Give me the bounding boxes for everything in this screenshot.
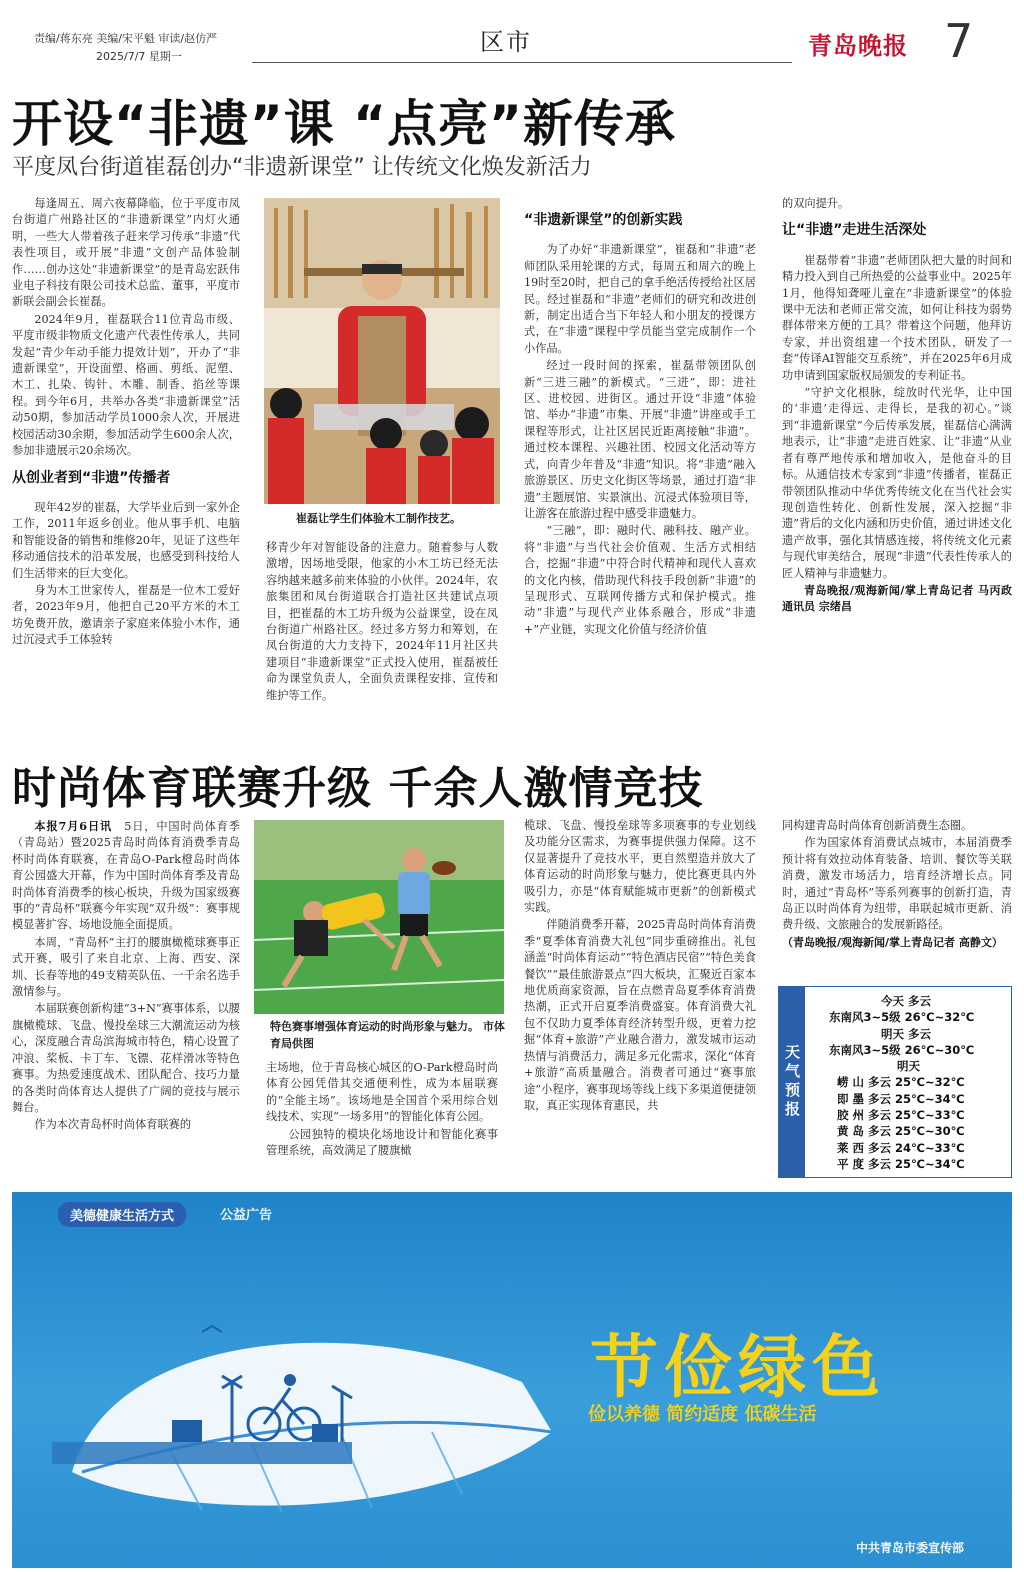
paragraph: 的双向提升。 [782,197,850,210]
paragraph: “三融”，即：融时代、融科技、融产业。将“非遗”与当代社会价值观、生活方式相结合，挖掘“非遗”中符合时代精神和现代人喜欢的文化内核，借助现代科技手段创新“非遗”的呈现形式、互联网传播方式和保护模式。推动“非遗”与现代产业体系融合，形成“非遗+”产业链，实现文化价值与经济价值 [524,524,756,636]
paragraph: 移青少年对智能设备的注意力。随着参与人数激增，因场地受限，他家的小木工坊已经无法容纳越来越多前来体验的小伙伴。2024年，农旅集团和凤台街道联合打造社区共建试点项目，把崔磊的木工坊升级为公益课堂，设在凤台街道广州路社区。经过多方努力和筹划，在凤台街道的大力支持下，2024年11月社区共建项目“非遗新课堂”正式投入使用，崔磊被任命为课堂负责人，全面负责课程安排、宣传和维护等工作。 [266,541,498,702]
dateline: 本报7月6日讯 [34,819,113,833]
article1-column-2 [266,540,498,730]
paragraph: 本届联赛创新构建“3+N”赛事体系，以腰旗橄榄球、飞盘、慢投垒球三大潮流运动为核心，深度融合青岛滨海城市特色，精心设置了冲浪、桨板、卡丁车、飞镖、花样滑冰等特色赛事。为热爱速度战术、团队配合、技巧力量的各类时尚体育达人提供了广阔的竞技与展示舞台。 [12,1002,240,1114]
ad-label: 公益广告 [220,1208,273,1223]
weather-today: 今天 多云 [881,994,932,1008]
weather-tomorrow-detail: 东南风3~5级 26℃~30℃ [829,1042,975,1057]
paragraph: 作为本次青岛杯时尚体育联赛的 [34,1118,192,1132]
paragraph: 同构建青岛时尚体育创新消费生态圈。 [782,819,973,832]
paragraph: 现年42岁的崔磊，大学毕业后到一家外企工作，2011年返乡创业。他从事手机、电脑和智能设备的销售和维修20年，见证了这些年移动通信技术的沿革发展，也感受到科技给人们生活带来的巨大变化。 [12,500,240,580]
article2-column-2 [266,1060,498,1184]
paragraph: 经过一段时间的探索，崔磊带领团队创新“三进三融”的新模式。“三进”，即：进社区、进校园、进街区。通过开设“非遗”体验馆、举办“非遗”市集、开展“非遗”讲座或手工课程等形式，让社区居民近距离接触“非遗”。通过校本课程、兴趣社团、校园文化活动等方式，向青少年普及“非遗”知识。将“非遗”融入旅游景区、历史文化街区等场景，通过打造“非遗”主题展馆、实景演出、沉浸式体验项目等，让游客在旅游过程中感受非遗魅力。 [524,359,756,520]
paragraph: 伴随消费季开幕，2025青岛时尚体育消费季“夏季体育消费大礼包”同步重磅推出。礼包涵盖“时尚体育运动”“特色酒店民宿”“特色美食餐饮”“最佳旅游景点”四大板块，汇聚近百家本地优质商家资源，旨在点燃青岛夏季体育消费热潮，正式开启夏季消费盛宴。体育消费大礼包不仅助力夏季体育经济转型升级，更着力挖掘“体育+旅游”产业融合潜力，激发城市运动热情与消费活力，满足多元化需求，深化“体育+旅游”高质量融合。消费者可通过“赛事旅途”小程序，赛事现场等线上线下多渠道便捷领取，真正实现体育惠民，共 [524,918,756,1112]
article1-byline: 青岛晚报/观海新闻/掌上青岛记者 马丙政 通讯员 宗绪昌 [782,583,1012,614]
photo-illustration [264,198,500,504]
weather-district: 胶 州 多云 25℃~33℃ [837,1108,965,1123]
weather-tomorrow: 明天 多云 [881,1026,932,1041]
weather-district: 平 度 多云 25℃~34℃ [837,1156,965,1171]
article2-headline: 时尚体育联赛升级 千余人激情竞技 [12,763,704,814]
page-number: 7 [944,14,974,68]
paragraph: 身为木工世家传人，崔磊是一位木工爱好者，2023年9月，他把自己20平方米的木工坊免费开放，邀请亲子家庭来体验小木作，通过沉浸式手工体验转 [12,583,240,647]
article1-column-4 [782,196,1012,732]
weather-tag: 天气预报 [779,987,805,1177]
weather-today-detail: 东南风3~5级 26℃~32℃ [829,1010,975,1025]
paragraph: “守护文化根脉，绽放时代光华，让中国的‘非遗’走得远、走得长，是我的初心。”谈到“非遗新课堂”今后传承发展，崔磊信心满满地表示，让“非遗”走进百姓家、让“非遗”从业者有尊严地传承和增加收入，是他奋斗的目标。从通信技术专家到“非遗”传播者，崔磊正带领团队推动中华优秀传统文化在当代社会实现创造性转化、创新性发展，深入挖掘“非遗”背后的文化内涵和历史价值，通过讲述文化遗产故事，强化其情感连接，将传统文化元素与现代审美结合，展现“非遗”代表性传承人的匠人精神与非遗魅力。 [782,386,1012,580]
header-rule [252,62,792,63]
section-title: 让“非遗”走进生活深处 [782,222,927,239]
paragraph: 榄球、飞盘、慢投垒球等多项赛事的专业划线及功能分区需求，为赛事提供强力保障。这不仅显著提升了竞技水平，更自然塑造并放大了体育运动的时尚形象与魅力，使比赛更具内外吸引力，亦是“体育赋能城市更新”的创新模式实践。 [524,819,756,915]
article1-column-3 [524,212,756,732]
section-title: “非遗新课堂”的创新实践 [524,212,683,228]
newspaper-brand: 青岛晚报 [808,31,908,60]
paragraph: 每逢周五、周六夜幕降临，位于平度市凤台街道广州路社区的“非遗新课堂”内灯火通明，一些大人带着孩子赶来学习传承“非遗”代表性项目，或开展“非遗”文创产品体验制作……创办这处“非遗新课堂”的是青岛宏跃伟业电子科技有限公司技术总监、董事，平度市新联会副会长崔磊。 [12,197,240,309]
weather-rows [829,993,974,1172]
article1-headline: 开设“非遗”课 “点亮”新传承 [12,95,676,153]
issue-date: 2025/7/7 星期一 [96,50,182,63]
public-service-ad [12,1192,1012,1568]
editors-line: 责编/蒋东亮 美编/宋平魁 审读/赵仿严 [34,32,218,45]
ad-tag: 美德健康生活方式 [58,1202,186,1227]
article1-subhead: 平度凤台街道崔磊创办“非遗新课堂” 让传统文化焕发新活力 [12,155,592,180]
article2-column-4 [782,818,1012,974]
photo1-caption: 崔磊让学生们体验木工制作技艺。 [296,512,461,525]
ad-subtitle: 俭以养德 简约适度 低碳生活 [588,1404,817,1425]
paragraph: 5日，中国时尚体育季（青岛站）暨2025青岛时尚体育消费季青岛杯时尚体育联赛，在青岛O-Park橙岛时尚体育公园盛大开幕，作为中国时尚体育季及青岛时尚体育消费季的核心板块，升级为国家级赛事的“青岛杯”联赛今年实现“双升级”：赛事规模显著扩容、场地设施全面提质。 [12,820,240,932]
paragraph: 崔磊带着“非遗”老师团队把大量的时间和精力投入到自己所热爱的公益事业中。2025年1月，他得知聋哑儿童在“非遗新课堂”的体验课中无法和老师正常交流，如何让科技为弱势群体带来方便的工具？带着这个问题，他拜访专家，并出资组建一个技术团队，研发了一套“传译AI智能交互系统”，并在2025年6月成功申请到国家版权局颁发的专利证书。 [782,253,1012,382]
article2-column-3 [524,818,756,1184]
photo-illustration [254,820,504,1014]
photo2-caption: 特色赛事增强体育运动的时尚形象与魅力。 市体育局供图 [270,1020,505,1050]
weather-district: 黄 岛 多云 25℃~30℃ [837,1124,965,1139]
weather-forecast-box [778,986,1012,1178]
weather-district: 即 墨 多云 25℃~34℃ [837,1091,965,1106]
paragraph: 公园独特的模块化场地设计和智能化赛事管理系统，高效满足了腰旗橄 [266,1127,498,1158]
paragraph: 为了办好“非遗新课堂”，崔磊和“非遗”老师团队采用轮课的方式，每周五和周六的晚上19时至20时，把自己的拿手绝活传授给社区居民。经过崔磊和“非遗”老师们的研究和改进创新，制定出适合当下年轻人和小朋友的授课方式，在“非遗”课程中学员能当堂完成制作一个小作品。 [524,243,756,355]
weather-districts-title: 明天 [897,1059,920,1074]
paragraph: 作为国家体育消费试点城市，本届消费季预计将有效拉动体育装备、培训、餐饮等关联消费，激发市场活力，培育经济增长点。同时，通过“青岛杯”等系列赛事的创新打造，青岛正以时尚体育为纽带，串联起城市更新、消费升级、文旅融合的发展新路径。 [782,836,1012,932]
article2-column-1 [12,818,240,1184]
ad-sponsor: 中共青岛市委宣传部 [855,1541,964,1555]
flag-football-photo [254,820,504,1014]
weather-district: 莱 西 多云 24℃~33℃ [837,1140,965,1155]
paragraph: 本周，“青岛杯”主打的腰旗橄榄球赛事正式开赛，吸引了来自北京、上海、西安、深圳、长春等地的49支精英队伍、一千余名选手激情参与。 [12,935,240,999]
paragraph: 主场地，位于青岛核心城区的O-Park橙岛时尚体育公园凭借其交通便利性，成为本届联赛的“全能主场”。该场地是全国首个采用综合划线技术、实现“一场多用”的智能化体育公园。 [266,1061,498,1124]
section-title: 从创业者到“非遗”传播者 [12,469,171,486]
weather-district: 崂 山 多云 25℃~32℃ [837,1075,965,1090]
ad-title: 节俭绿色 [590,1329,887,1408]
article1-column-1 [12,196,240,730]
article2-byline: （青岛晚报/观海新闻/掌上青岛记者 高静文） [782,935,1003,949]
section-name: 区市 [480,28,532,56]
leaf-bicycle-illustration [52,1272,572,1522]
woodwork-class-photo [264,198,500,504]
paragraph: 2024年9月，崔磊联合11位青岛市级、平度市级非物质文化遗产代表性传承人，共同发起“青少年动手能力提效计划”，开办了“非遗新课堂”，开设面塑、格画、剪纸、泥塑、木工、扎染、钩针、木雕、制香、掐丝等课程。到今年6月，共举办各类“非遗新课堂”活动50期，参加活动学员1000余人次，开展进校园活动30余期，参加活动学生600余人次，参加非遗展示20余场次。 [12,312,240,458]
